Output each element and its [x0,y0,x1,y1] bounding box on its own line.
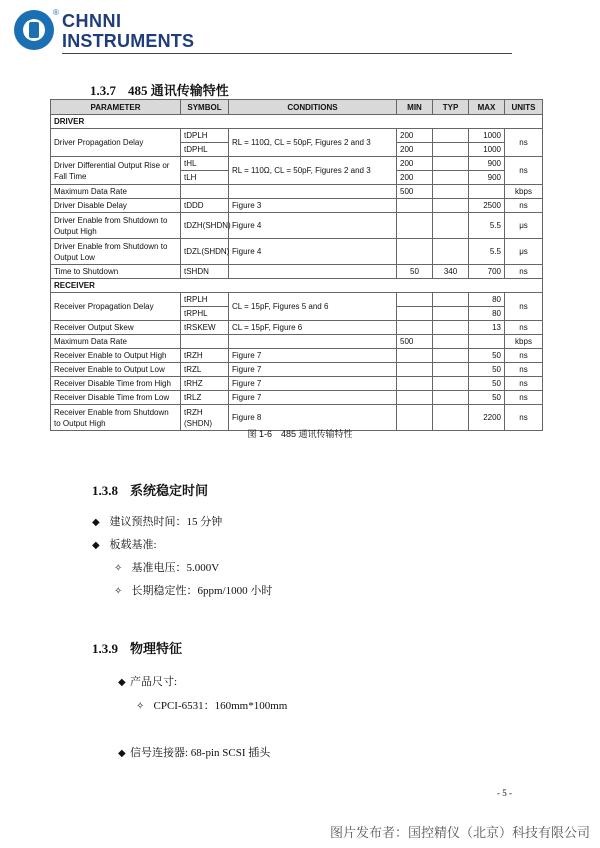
cell-units: ns [505,391,543,405]
cell-parameter: Receiver Enable to Output High [51,349,181,363]
filled-diamond-icon: ◆ [92,540,100,551]
cell-min: 500 [397,335,433,349]
cell-min [397,321,433,335]
filled-diamond-icon: ◆ [118,677,126,688]
cell-units: ns [505,377,543,391]
cell-units: ns [505,321,543,335]
table-row [51,129,543,143]
cell-symbol: tDZL(SHDN) [181,239,229,265]
cell-conditions: CL = 15pF, Figures 5 and 6 [229,293,397,321]
cell-symbol: tSHDN [181,265,229,279]
header-parameter: PARAMETER [51,100,181,115]
list-item [114,559,219,575]
cell-typ [433,239,469,265]
table-row [51,377,543,391]
cell-typ [433,157,469,171]
cell-symbol: tDPHL [181,143,229,157]
size-value-text: CPCI-6531：160mm*100mm [153,700,288,712]
hollow-diamond-icon: ✧ [136,701,145,712]
cell-parameter: Driver Enable from Shutdown to Output Low [51,239,181,265]
cell-symbol: tRPHL [181,307,229,321]
cell-conditions: Figure 7 [229,391,397,405]
cell-units: μs [505,213,543,239]
cell-typ [433,391,469,405]
cell-parameter: Driver Propagation Delay [51,129,181,157]
cell-symbol: tRSKEW [181,321,229,335]
cell-units: kbps [505,335,543,349]
cell-parameter: Driver Differential Output Rise or Fall Time [51,157,181,185]
cell-min [397,199,433,213]
list-item [114,582,272,598]
cell-units: ns [505,199,543,213]
group-row-receiver [51,279,543,293]
list-item [136,697,287,713]
company-logo [12,8,212,54]
table-row [51,349,543,363]
cell-symbol: tRPLH [181,293,229,307]
cell-parameter: Receiver Propagation Delay [51,293,181,321]
cell-max: 50 [469,349,505,363]
section-heading-1-3-7 [90,80,229,99]
table-caption: 图 1-6 485 通讯传输特性 [247,429,353,439]
cell-symbol: tRZL [181,363,229,377]
table-row [51,213,543,239]
cell-max: 2500 [469,199,505,213]
logo-text-line1: CHNNI [62,11,122,31]
list-item [92,513,222,529]
cell-parameter: Receiver Enable from Shutdown to Output High [51,405,181,431]
header-typ: TYP [433,100,469,115]
cell-conditions [229,265,397,279]
cell-parameter: Driver Disable Delay [51,199,181,213]
cell-typ [433,363,469,377]
cell-conditions: Figure 4 [229,213,397,239]
list-item [118,744,270,760]
cell-min [397,307,433,321]
cell-conditions: Figure 7 [229,349,397,363]
cell-typ [433,143,469,157]
cell-conditions: CL = 15pF, Figure 6 [229,321,397,335]
section-heading-1-3-8 [92,480,208,499]
cell-units: ns [505,349,543,363]
cell-typ [433,349,469,363]
cell-max: 13 [469,321,505,335]
ref-voltage-text: 基准电压：5.000V [131,562,220,574]
cell-symbol: tRHZ [181,377,229,391]
header-min: MIN [397,100,433,115]
cell-symbol: tDZH(SHDN) [181,213,229,239]
section-title: 物理特征 [130,641,183,656]
connector-text: 信号连接器: 68-pin SCSI 插头 [130,747,271,759]
cell-units: ns [505,129,543,157]
header-divider [62,53,512,54]
cell-max: 2200 [469,405,505,431]
list-item [118,673,177,689]
header-symbol: SYMBOL [181,100,229,115]
cell-typ [433,321,469,335]
cell-typ [433,377,469,391]
board-ref-text: 板载基准: [109,539,157,551]
cell-conditions: Figure 8 [229,405,397,431]
rs485-spec-table [50,99,543,431]
cell-conditions: RL = 110Ω, CL = 50pF, Figures 2 and 3 [229,157,397,185]
section-number: 1.3.9 [92,641,118,656]
cell-units: ns [505,405,543,431]
table-row [51,321,543,335]
cell-min [397,293,433,307]
cell-max: 80 [469,293,505,307]
table-row [51,363,543,377]
cell-typ [433,293,469,307]
cell-conditions [229,335,397,349]
cell-units: ns [505,293,543,321]
cell-symbol: tRLZ [181,391,229,405]
table-header-row [51,100,543,115]
cell-min: 200 [397,129,433,143]
cell-symbol [181,335,229,349]
cell-conditions: Figure 7 [229,377,397,391]
cell-min: 200 [397,157,433,171]
logo-text-line2: INSTRUMENTS [62,31,195,51]
filled-diamond-icon: ◆ [92,517,100,528]
hollow-diamond-icon: ✧ [114,586,123,597]
cell-typ [433,335,469,349]
cell-max: 50 [469,363,505,377]
cell-typ [433,171,469,185]
cell-conditions: RL = 110Ω, CL = 50pF, Figures 2 and 3 [229,129,397,157]
table-row [51,157,543,171]
cell-typ [433,185,469,199]
cell-conditions: Figure 7 [229,363,397,377]
cell-min [397,391,433,405]
cell-max [469,335,505,349]
cell-typ: 340 [433,265,469,279]
list-item [92,536,157,552]
cell-symbol [181,185,229,199]
hollow-diamond-icon: ✧ [114,563,123,574]
cell-min: 200 [397,143,433,157]
cell-units: ns [505,157,543,185]
section-title: 系统稳定时间 [130,483,209,498]
section-number: 1.3.7 [90,83,116,98]
cell-parameter: Receiver Output Skew [51,321,181,335]
cell-symbol: tDDD [181,199,229,213]
registered-mark: ® [53,8,59,17]
header-max: MAX [469,100,505,115]
cell-parameter: Receiver Disable Time from Low [51,391,181,405]
cell-min [397,349,433,363]
cell-typ [433,129,469,143]
table-row [51,185,543,199]
table-row [51,293,543,307]
page-number: - 5 - [497,788,512,798]
cell-max: 5.5 [469,213,505,239]
cell-typ [433,213,469,239]
cell-symbol: tRZH [181,349,229,363]
cell-min: 500 [397,185,433,199]
cell-units: μs [505,239,543,265]
section-title: 485 通讯传输特性 [128,83,229,98]
cell-max: 80 [469,307,505,321]
cell-max: 1000 [469,143,505,157]
cell-max: 1000 [469,129,505,143]
cell-parameter: Receiver Enable to Output Low [51,363,181,377]
cell-parameter: Time to Shutdown [51,265,181,279]
cell-symbol: tRZH (SHDN) [181,405,229,431]
cell-max: 700 [469,265,505,279]
cell-parameter: Receiver Disable Time from High [51,377,181,391]
cell-max: 900 [469,157,505,171]
cell-max: 900 [469,171,505,185]
cell-parameter: Driver Enable from Shutdown to Output High [51,213,181,239]
cell-symbol: tHL [181,157,229,171]
cell-min: 50 [397,265,433,279]
cell-min [397,213,433,239]
table-row [51,199,543,213]
cell-typ [433,199,469,213]
size-label-text: 产品尺寸: [130,676,178,688]
publisher-footer: 图片发布者：国控精仪（北京）科技有限公司 [329,826,590,841]
table-row [51,391,543,405]
warmup-text: 建议预热时间：15 分钟 [109,516,223,528]
cell-max: 50 [469,377,505,391]
cell-conditions [229,185,397,199]
section-number: 1.3.8 [92,483,118,498]
cell-units: kbps [505,185,543,199]
cell-min [397,239,433,265]
cell-conditions: Figure 4 [229,239,397,265]
group-label: DRIVER [51,115,543,129]
table-row [51,265,543,279]
cell-parameter: Maximum Data Rate [51,335,181,349]
cell-parameter: Maximum Data Rate [51,185,181,199]
cell-min [397,377,433,391]
long-stability-text: 长期稳定性：6ppm/1000 小时 [131,585,273,597]
group-label: RECEIVER [51,279,543,293]
header-units: UNITS [505,100,543,115]
cell-typ [433,307,469,321]
cell-units: ns [505,265,543,279]
cell-conditions: Figure 3 [229,199,397,213]
cell-min: 200 [397,171,433,185]
cell-max: 50 [469,391,505,405]
table-row [51,239,543,265]
cell-units: ns [505,363,543,377]
cell-max [469,185,505,199]
cell-symbol: tDPLH [181,129,229,143]
cell-min [397,363,433,377]
filled-diamond-icon: ◆ [118,748,126,759]
cell-symbol: tLH [181,171,229,185]
cell-max: 5.5 [469,239,505,265]
logo-emblem-icon [14,10,54,50]
header-conditions: CONDITIONS [229,100,397,115]
section-heading-1-3-9 [92,638,182,657]
group-row-driver [51,115,543,129]
table-row [51,335,543,349]
